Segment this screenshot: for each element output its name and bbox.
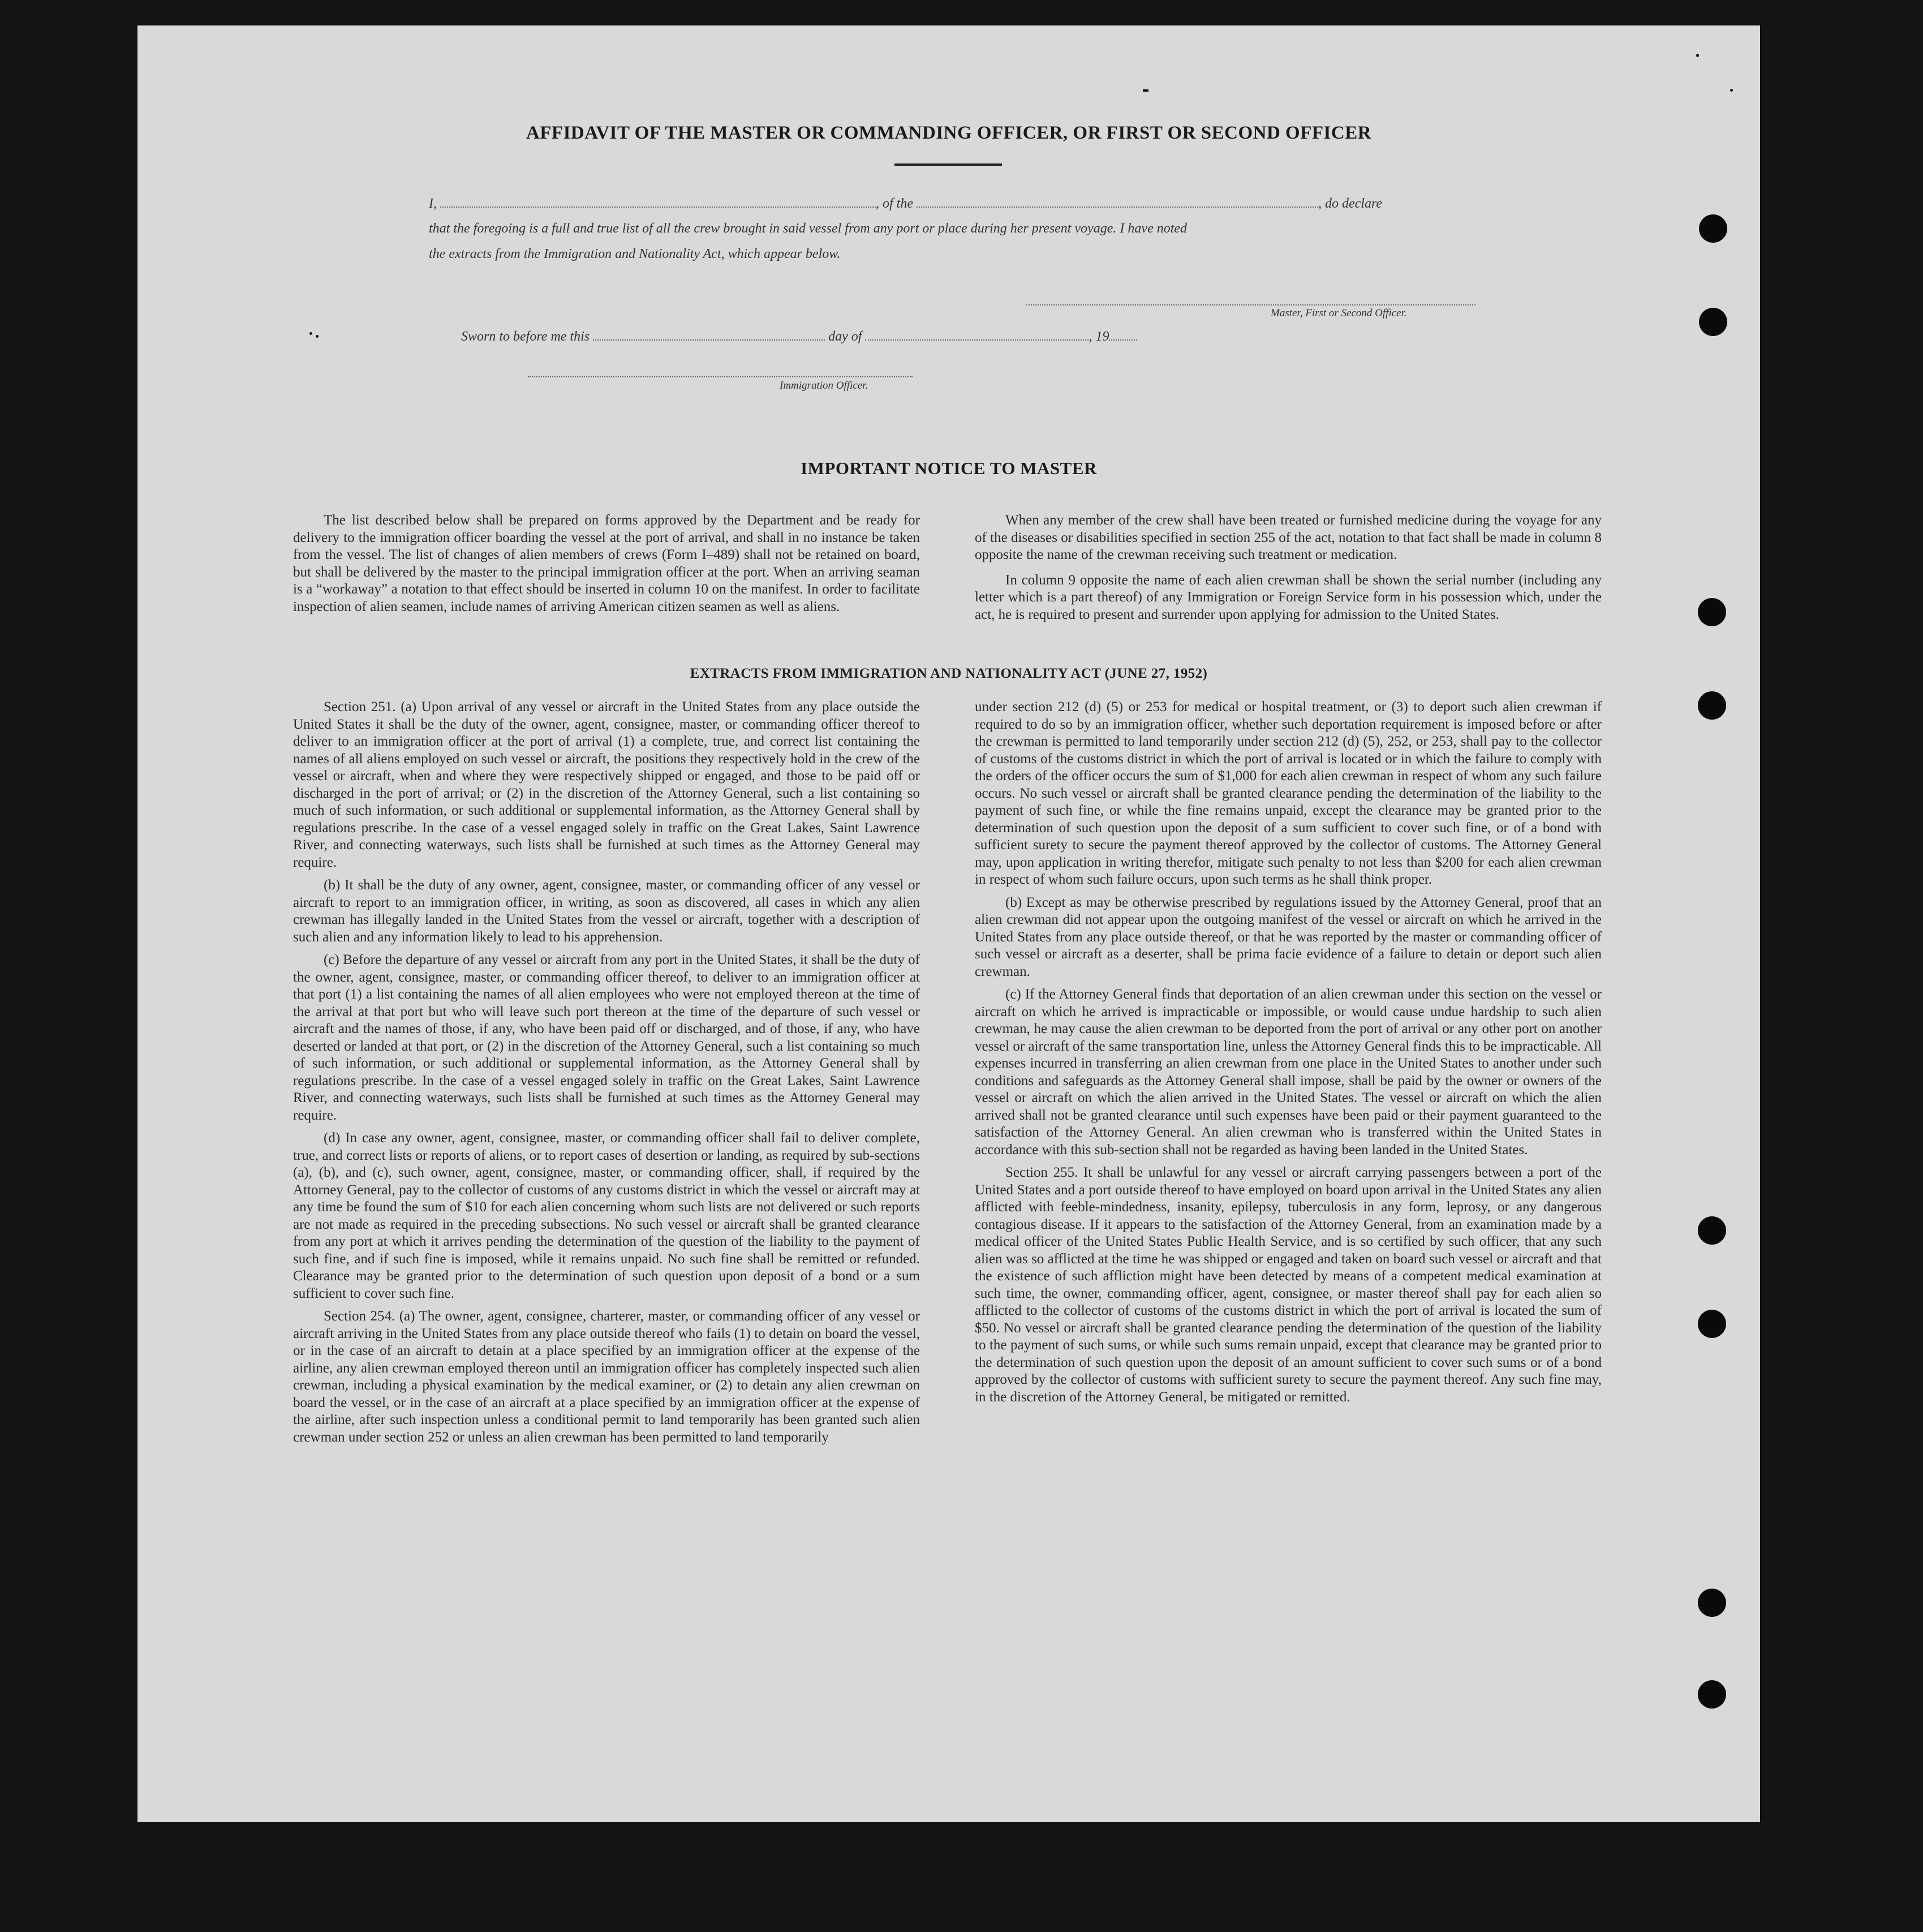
binder-hole xyxy=(1698,1310,1726,1338)
sworn-month-field[interactable] xyxy=(865,328,1089,341)
notice-left-column xyxy=(293,512,920,623)
sworn-day-field[interactable] xyxy=(593,328,825,341)
binder-hole xyxy=(1698,1216,1726,1245)
notice-paragraph: When any member of the crew shall have been treated or furnished medicine during the voyage for any of the diseases or disabilities specified in section 255 of the act, notation to that fact shall be made in column 8 opposite the name of the crewman receiving such treatment or medication. xyxy=(975,513,1602,562)
extract-paragraph: Section 251. (a) Upon arrival of any vessel or aircraft in the United States from any place outside the United States it shall be the duty of the owner, agent, consignee, master, or commanding officer thereof to deliver to an immigration officer at the port of arrival (1) a complete, true, and correct list containing the names of all aliens employed on such vessel or aircraft, the positions they respectively hold in the crew of the vessel or aircraft, when and where they were respectively shipped or engaged, and those to be paid off or discharged in the port of arrival; or (2) in the discretion of the Attorney General, such a list containing so much of such information, or such additional or supplemental information, as the Attorney General shall by regulations prescribe. In the case of a vessel engaged solely in traffic on the Great Lakes, Saint Lawrence River, and connecting waterways, such lists shall be furnished at such times as the Attorney General may require. xyxy=(293,699,920,870)
sworn-label: Sworn to before me this xyxy=(461,329,590,344)
immigration-officer-signature-line[interactable] xyxy=(528,376,913,377)
extract-paragraph: (c) Before the departure of any vessel or aircraft from any port in the United States, it shall be the duty of the owner, agent, consignee, master, or commanding officer thereof, to deliver to an immigration officer at that port (1) a list containing the names of all alien employees who were not employed thereon at the time of the arrival at that port but who will leave such port thereon at the time of the departure of such vessel or aircraft and the names of those, if any, who have been paid off or discharged, and of those, if any, who have deserted or landed at that port, or (2) in the discretion of the Attorney General, such a list containing so much of such information, or such additional or supplemental information, as the Attorney General shall by regulations prescribe. In the case of a vessel engaged solely in traffic on the Great Lakes, Saint Lawrence River, and connecting waterways, such lists shall be furnished at such times as the Attorney General may require. xyxy=(293,952,920,1123)
declaration-line-1 xyxy=(429,195,1382,212)
speck xyxy=(309,332,312,335)
binder-hole xyxy=(1698,1680,1726,1709)
binder-hole xyxy=(1698,1589,1726,1617)
extract-paragraph: under section 212 (d) (5) or 253 for medical or hospital treatment, or (3) to deport such alien crewman if required to do so by an immigration officer, whether such deportation requirement is imposed before or after the crewman is permitted to land temporarily under section 212 (d) (5), 252, or 253, shall pay to the collector of customs of the customs district in which the port of arrival is located or in which the failure to comply with the orders of the officer occurs the sum of $1,000 for each alien crewman in respect of whom any such failure occurs. No such vessel or aircraft shall be granted clearance pending the determination of the liability to the payment of such fine, or while the fine remains unpaid, except the clearance may be granted prior to the determination of such question upon the deposit of a sum sufficient to cover such fine, or of a bond with sufficient surety to secure the payment thereof approved by the collector of customs. The Attorney General may, upon application in writing therefor, mitigate such penalty to not less than $200 for each alien crewman in respect of whom such failure occurs, upon such terms as he shall think proper. xyxy=(975,699,1602,887)
extract-paragraph: (c) If the Attorney General finds that deportation of an alien crewman under this section on the vessel or aircraft on which he arrived is impracticable or impossible, or would cause undue hardship to such alien crewman, he may cause the alien crewman to be deported from the port of arrival or any other port on another vessel or aircraft of the same transportation line, unless the Attorney General finds this to be impracticable. All expenses incurred in transferring an alien crewman from one place in the United States to another under such conditions and safeguards as the Attorney General shall impose, shall be paid by the owner or owners of the vessel or aircraft on which the alien arrived in the United States. The vessel or aircraft on which the alien arrived shall not be granted clearance until such expenses have been paid or their payment guaranteed to the satisfaction of the Attorney General. An alien crewman who is transferred within the United States in accordance with this sub-section shall not be regarded as having been landed in the United States. xyxy=(975,987,1602,1158)
speck xyxy=(1696,54,1699,57)
notice-right-column xyxy=(975,512,1602,631)
binder-hole xyxy=(1699,214,1727,243)
speck xyxy=(316,335,319,338)
declare-label: , do declare xyxy=(1318,196,1383,211)
sworn-line xyxy=(461,328,1137,345)
master-signature-line[interactable] xyxy=(1026,304,1475,305)
vessel-name-field[interactable] xyxy=(917,195,1318,208)
declaration-line-3: the extracts from the Immigration and Nationality Act, which appear below. xyxy=(429,247,841,261)
binder-hole xyxy=(1698,598,1726,626)
year-label: , 19 xyxy=(1089,329,1109,344)
notice-paragraph: The list described below shall be prepared on forms approved by the Department and be ready for delivery to the immigration officer boarding the vessel at the port of arrival, and shall in no instance be taken from the vessel. The list of changes of alien members of crews (Form I–489) shall not be retained on board, but shall be delivered by the master to the principal immigration officer at the port. When an arriving seaman is a “workaway” a notation to that effect should be inserted in column 10 on the manifest. In order to facilitate inspection of alien seamen, include names of arriving American citizen seamen as well as aliens. xyxy=(293,513,920,614)
declarant-name-field[interactable] xyxy=(440,195,876,208)
vessel-label: , of the xyxy=(876,196,913,211)
sworn-year-field[interactable] xyxy=(1109,328,1137,341)
extract-paragraph: Section 254. (a) The owner, agent, consignee, charterer, master, or commanding officer of any vessel or aircraft arriving in the United States from any place outside thereof who fails (1) to detain on board the vessel, or in the case of an aircraft to detain at a place specified by an immigration officer at the expense of the airline, any alien crewman employed thereon until an immigration officer has completely inspected such alien crewman, including a physical examination by the medical examiner, or (2) to detain any alien crewman on board the vessel, or in the case of an aircraft at a place specified by an immigration officer at the expense of the airline, after such inspection unless a conditional permit to land temporarily has been granted such alien crewman under section 252 or unless an alien crewman has been permitted to land temporarily xyxy=(293,1309,920,1445)
notice-paragraph: In column 9 opposite the name of each alien crewman shall be shown the serial number (including any letter which is a part thereof) of any Immigration or Foreign Service form in his possession which, under the act, he is required to present and surrender upon applying for admission to the United States. xyxy=(975,572,1602,622)
affidavit-title: AFFIDAVIT OF THE MASTER OR COMMANDING OFFICER, OR FIRST OR SECOND OFFICER xyxy=(526,123,1372,143)
extracts-title: EXTRACTS FROM IMMIGRATION AND NATIONALITY ACT (JUNE 27, 1952) xyxy=(690,666,1208,681)
document-page xyxy=(137,25,1760,1822)
extract-paragraph: Section 255. It shall be unlawful for any vessel or aircraft carrying passengers between a port of the United States and a port outside thereof to have employed on board upon arrival in the United States any alien afflicted with feeble-mindedness, insanity, epilepsy, tuberculosis in any form, leprosy, or any dangerous contagious disease. If it appears to the satisfaction of the Attorney General, from an examination made by a medical officer of the United States Public Health Service, and is so certified by such officer, that any such alien was so afflicted at the time he was shipped or engaged and taken on board such vessel or aircraft and that the existence of such affliction might have been detected by means of a competent medical examination at such time, the owner, commanding officer, agent, consignee, or master thereof shall pay for each alien so afflicted to the collector of customs of the customs district in which the port of arrival is located the sum of $50. No vessel or aircraft shall be granted clearance pending the determination of the question of the liability to the payment of such sums, or while such sums remain unpaid, except that clearance may be granted prior to the determination of such question upon the deposit of an amount sufficient to cover such sums or of a bond approved by the collector of customs with sufficient surety to secure the payment thereof. Any such fine may, in the discretion of the Attorney General, be mitigated or remitted. xyxy=(975,1165,1602,1405)
binder-hole xyxy=(1699,308,1727,336)
master-signature-caption: Master, First or Second Officer. xyxy=(1271,307,1407,319)
declarant-label: I, xyxy=(429,196,437,211)
speck xyxy=(1143,89,1148,92)
immigration-officer-caption: Immigration Officer. xyxy=(780,380,868,391)
extract-paragraph: (b) Except as may be otherwise prescribed by regulations issued by the Attorney General, proof that an alien crewman did not appear upon the outgoing manifest of the vessel or aircraft on which he arrived in the United States from any place outside thereof, or that he was reported by the master or commanding officer of such vessel or aircraft as a deserter, shall be prima facie evidence of a failure to detain or deport such alien crewman. xyxy=(975,894,1602,979)
extract-paragraph: (b) It shall be the duty of any owner, agent, consignee, master, or commanding officer of any vessel or aircraft to report to an immigration officer, in writing, as soon as discovered, all cases in which any alien crewman has illegally landed in the United States from the vessel or aircraft, together with a description of such alien and any information likely to lead to his apprehension. xyxy=(293,877,920,945)
binder-hole xyxy=(1698,691,1726,720)
notice-title: IMPORTANT NOTICE TO MASTER xyxy=(801,458,1097,478)
extract-paragraph: (d) In case any owner, agent, consignee, master, or commanding officer shall fail to deliver complete, true, and correct lists or reports of aliens, or to report cases of desertion or landing, as required by sub-sections (a), (b), and (c), such owner, agent, consignee, master, or commanding officer, shall, if required by the Attorney General, pay to the collector of customs of any customs district in which the vessel or aircraft may at any time be found the sum of $10 for each alien concerning whom such lists are not delivered or such reports are not made as required in the preceding subsections. No such vessel or aircraft shall be granted clearance from any port at which it arrives pending the determination of the question of the liability to the payment of such fine, and if such fine is imposed, while it remains unpaid. No such fine shall be remitted or refunded. Clearance may be granted prior to the determination of such question upon deposit of a bond or a sum sufficient to cover such fine. xyxy=(293,1130,920,1301)
extracts-left-column xyxy=(293,699,920,1452)
speck xyxy=(1730,89,1733,92)
title-underline xyxy=(894,163,1002,166)
extracts-right-column xyxy=(975,699,1602,1412)
declaration-line-2: that the foregoing is a full and true list of all the crew brought in said vessel from any port or place during her present voyage. I have noted xyxy=(429,221,1188,236)
day-of-label: day of xyxy=(828,329,862,344)
